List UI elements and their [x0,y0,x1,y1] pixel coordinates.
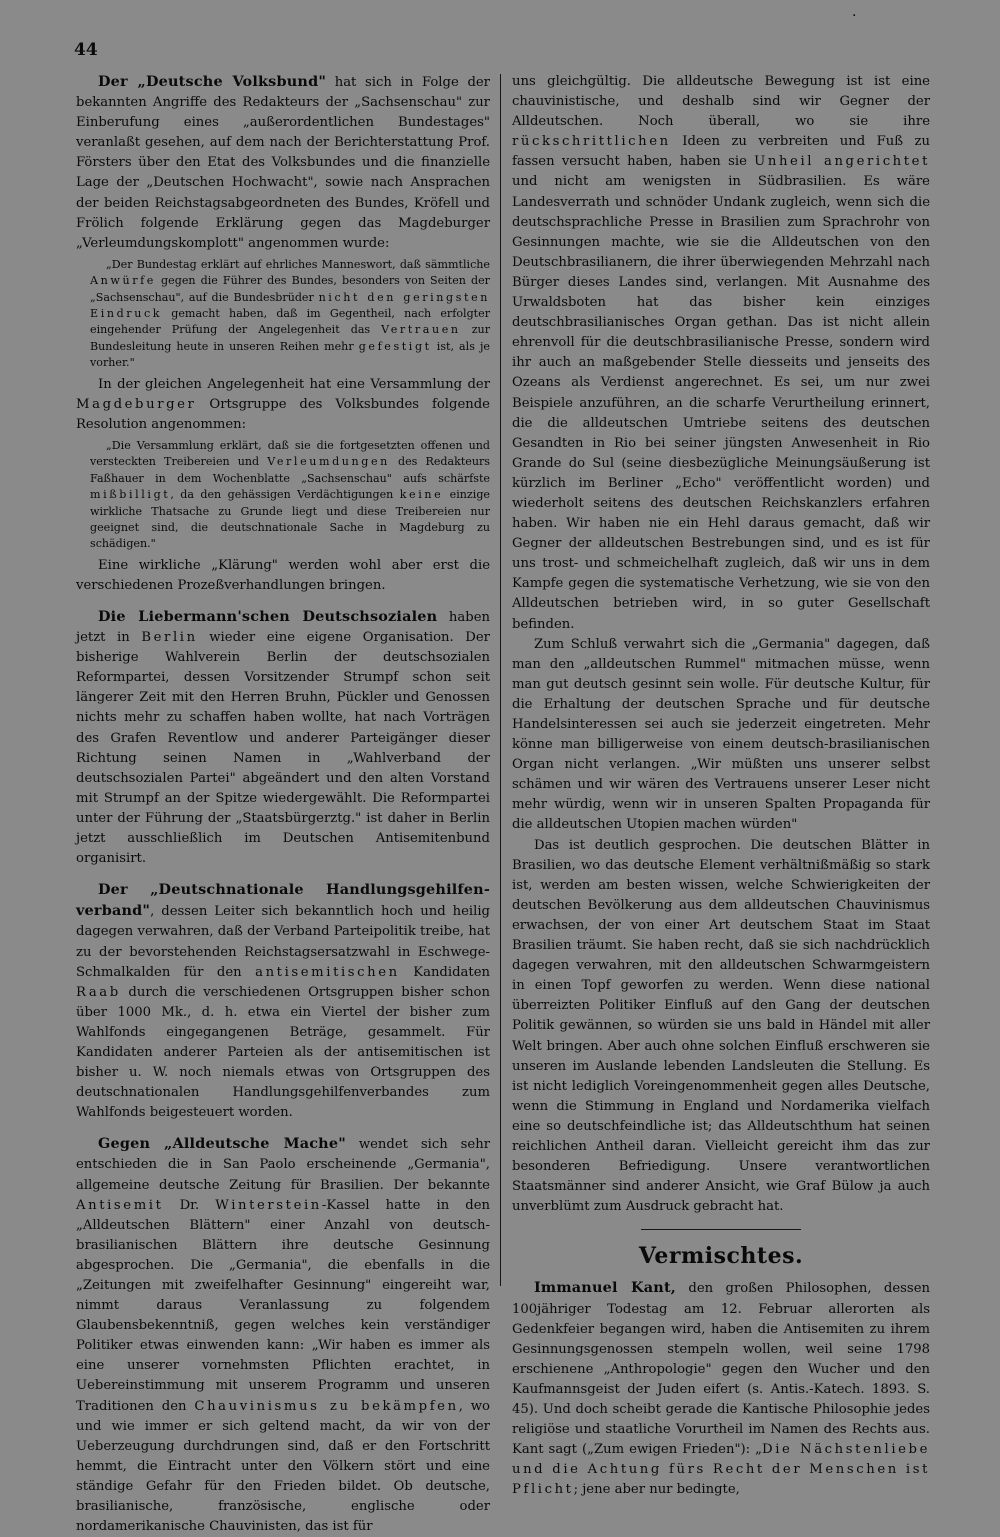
spaced-text: nicht den geringsten Eindruck [90,290,491,321]
spaced-text: Verleumdungen [267,455,390,469]
heading-volksbund: Der „Deutsche Volksbund" [98,73,327,90]
text: und nicht am wenigsten in Südbrasilien. Es wäre Landesverrath und schnöder Undank zugleich, wenn sich die deutschsprachliche Presse in Brasilien zum Sprachrohr von Gesinnungen machte, wie sie die Alldeutschen von den Deutschbrasilianern, die ihrer überwiegenden Mehrzahl nach Bürger dieses Landes sind, verlangen. Mit Ausnahme des Urwaldsboten hat das bisher kein einziges deutschbrasilianisches Organ gethan. Das ist nicht allein ehrenvoll für die deutschbrasilianische Presse, sondern wird ihr auch an maßgebender Stelle diesseits und jenseits des Ozeans als Verdienst angerechnet. Es sei, um nur zwei Beispiele anzuführen, an die scharfe Verurtheilung erinnert, die die alldeutschen Umtriebe seitens des deutschen Gesandten in Rio bei seiner jüngsten Anwesenheit in Rio Grande do Sul (seine diesbezügliche Meinungsäußerung ist kürzlich im Berliner „Echo" veröffentlicht worden) und wiederholt seitens des deutschen Reichskanzlers erfahren haben. Wir haben nie ein Hehl daraus gemacht, daß wir Gegner der alldeutschen Bestrebungen sind, und es ist für uns trost- und schmeichelhaft zugleich, daß wir uns in dem Kampfe gegen die systematische Verhetzung, wie sie von den Alldeutschen betrieben wird, in so guter Gesellschaft befinden. [512,174,930,632]
paragraph-kant [512,1278,930,1500]
left-column [76,72,490,1537]
paragraph-deutschsoziale [76,607,490,869]
spaced-text: Berlin [141,630,198,646]
paragraph-volksbund [76,72,490,254]
quote-bundestag [76,257,490,372]
text: uns gleichgültig. Die alldeutsche Bewegung ist ist eine chauvinistische, und deshalb sind wir Gegner der Alldeutschen. Noch überall, wo sie ihre [512,74,930,130]
spaced-text: keine [399,488,444,502]
paragraph-alldeutsche-mache [76,1134,490,1537]
paragraph-handlungsgehilfen [76,880,490,1123]
heading-handlungsgehilfen: Der „Deutschnationale Handlungsgehilfen-verband" [76,881,490,920]
text: durch die verschiedenen Ortsgruppen bisher schon über 1000 Mk., d. h. etwa ein Viertel der bisher zum Wahlfonds eingegangenen Beträge, gesammelt. Für Kandidaten anderer Parteien als der antisemitischen ist bisher u. W. noch niemals etwas von Ortsgruppen des deutschnationalen Handlungsgehilfenverbandes zum Wahlfonds beigesteuert worden. [76,984,490,1121]
text: ist, als je vorher." [90,339,490,370]
heading-alldeutsche-mache: Gegen „Alldeutsche Mache" [98,1135,346,1153]
text: In der gleichen Angelegenheit hat eine Versammlung der [98,376,490,392]
spaced-text: Die Nächstenliebe und die Achtung fürs Recht der Menschen ist Pflicht [512,1442,930,1498]
spaced-text: Magdeburger [76,396,197,412]
section-title: Vermischtes. [638,1243,804,1270]
text: , dessen Leiter sich bekanntlich hoch und heilig dagegen verwahren, daß der Verband Parteipolitik treibe, hat zu der bevorstehenden Reichstagsersatzwahl in Eschwege-Schmalkalden für den [76,904,490,980]
spaced-text: gefestigt [358,339,432,353]
spaced-text: Winterstein [215,1197,322,1213]
column-divider [500,74,501,1286]
quote-versammlung [76,438,490,553]
paragraph-germania-continued [512,72,930,635]
text: , da den gehässigen Verdächtigungen [170,488,400,502]
text: Kandidaten [399,964,490,980]
text: -Kassel hatte in den „Alldeutschen Blättern" einer Anzahl von deutsch-brasilianischen Blättern ihre deutsche Gesinnung abgesprochen. Die „Germania", die ebenfalls in die „Zeitungen mit zweifelhafter Gesinnung" eingereiht war, nimmt daraus Veranlassung zu folgendem Glaubensbekenntniß, gegen welches kein verständiger Politiker etwas einwenden kann: „Wir haben es immer als eine unserer vornehmsten Pflichten erachtet, in Uebereinstimmung mit unserem Programm und unseren Traditionen den [76,1197,490,1414]
text: gemacht haben, daß im Gegentheil, nach erfolgter eingehender Prüfung der Angelegenheit das [90,307,490,337]
text: wieder eine eigene Organisation. Der bisherige Wahlverein Berlin der deutschsozialen Reformpartei, dessen Vorsitzender Strumpf schon seit längerer Zeit mit den Herren Bruhn, Pückler und Genossen nichts mehr zu schaffen haben wollte, hat nach Vorträgen des Grafen Reventlow und anderer Parteigänger dieser Richtung seinen Namen in „Wahlverband der deutschsozialen Partei" abgeändert und den alten Vorstand mit Strumpf an der Spitze wiedergewählt. Die Reformpartei unter der Führung der „Staatsbürgerztg." ist daher in Berlin jetzt ausschließlich im Deutschen Antisemitenbund organisirt. [76,630,490,867]
text: wendet sich sehr entschieden die in San Paolo erscheinende „Germania", allgemeine deutsche Zeitung für Brasilien. Der bekannte [76,1137,490,1193]
text: den großen Philosophen, dessen 100jähriger Todestag am 12. Februar allerorten als Gedenkfeier begangen wird, haben die Antisemiten zu ihrem Gesinnungsgenossen stempeln wollen, weil seine 1798 erschienene „Anthropologie" gegen den Wucher und den Kaufmannsgeist der Juden eifert (s. Antis.-Katech. 1893. S. 45). Und doch scheibt gerade die Kantische Philosophie jedes religiöse und staatliche Vorurtheil im Namen des Rechts aus. Kant sagt („Zum ewigen Frieden"): „ [512,1281,930,1458]
spaced-text: Unheil angerichtet [754,154,930,170]
page-number: 44 [74,40,98,60]
text: hat sich in Folge der bekannten Angriffe des Redakteurs der „Sachsenschau" zur Einberufung eines „außerordentlichen Bundestages" veranlaßt gesehen, auf dem nach der Berichterstattung Prof. Försters über den Etat des Volksbundes und die finanzielle Lage der „Deutschen Hochwacht", sowie nach Ansprachen der beiden Reichstagsabgeordneten des Bundes, Kröfell und Frölich folgende Erklärung gegen das Magdeburger „Verleumdungskomplott" angenommen wurde: [76,75,490,251]
text: „Der Bundestag erklärt auf ehrliches Manneswort, daß sämmtliche [106,257,490,271]
text: , wo und wie immer er sich geltend macht, da wir von der Ueberzeugung durchdrungen sind, daß er den Fortschritt hemmt, die Eintracht unter den Völkern stört und eine ständige Gefahr für den Frieden bildet. Ob deutsche, brasilianische, französische, englische oder nordamerikanische Chauvinisten, das ist für [76,1398,490,1535]
text: des Redakteurs Faßhauer in dem Wochenblatte „Sachsenschau" aufs schärfste [90,455,490,485]
paragraph-deutlich: Das ist deutlich gesprochen. Die deutschen Blätter in Brasilien, wo das deutsche Element verhältnißmäßig so stark ist, werden am besten wissen, welche Schwierigkeiten der deutschen Bevölkerung aus dem alldeutschen Chauvinismus erwachsen, der von einer Art deutschem Staat im Staat Brasilien träumt. Sie haben recht, daß sie sich nachdrücklich dagegen verwahren, mit den alldeutschen Schwarmgeistern in einen Topf geworfen zu werden. Wenn diese national überreizten Politiker Einfluß auf den Gang der deutschen Politik gewännen, so würden sie uns bald in Händel mit aller Welt bringen. Aber auch ohne solchen Einfluß erschweren sie unseren im Auslande lebenden Landsleuten die Stellung. Es ist nicht lediglich Voreingenommenheit gegen alles Deutsche, wenn die Stimmung in England und Nordamerika vielfach eine so deutschfeindliche ist; das Alldeutschthum hat seinen reichlichen Antheil daran. Vielleicht gereicht ihm das zur besonderen Befriedigung. Unsere verantwortlichen Staatsmänner sind anderer Ansicht, wie Graf Bülow ja auch unverblümt zum Ausdruck gebracht hat. [512,837,930,1215]
paragraph-klaerung: Eine wirkliche „Klärung" werden wohl aber erst die verschiedenen Prozeßverhandlungen bringen. [76,557,490,593]
spaced-text: Anwürfe [90,274,156,288]
section-rule [641,1229,801,1230]
spaced-text: rückschrittlichen [512,134,671,150]
text: Dr. [163,1197,216,1213]
text: Ideen zu verbreiten und Fuß zu fassen versucht haben, haben sie [512,134,930,170]
heading-deutschsoziale: Die Liebermann'schen Deutschsozialen [98,608,438,625]
spaced-text: Antisemit [76,1197,164,1213]
spaced-text: Chauvinismus zu bekämpfen [194,1398,459,1414]
text: „Die Versammlung erklärt, daß sie die fortgesetzten offenen und versteckten Treibereien und [90,438,490,469]
right-column [512,72,930,1500]
corner-mark: · [852,8,857,24]
text: Ortsgruppe des Volksbundes folgende Resolution angenommen: [76,396,490,432]
text: haben jetzt in [76,610,490,646]
paragraph-zum-schluss: Zum Schluß verwahrt sich die „Germania" dagegen, daß man den „alldeutschen Rummel" mitmachen müsse, wenn man gut deutsch gesinnt sein wolle. Für deutsche Kultur, für die Erhaltung der deutschen Sprache und für deutsche Handelsinteressen sei auch sie jederzeit eingetreten. Mehr könne man billigerweise von einem deutsch-brasilianischen Organ nicht verlangen. „Wir müßten uns unserer selbst schämen und wir wären des Vertrauens unserer Leser nicht mehr würdig, wenn wir in unseren Spalten Propaganda für die alldeutschen Utopien machen würden" [512,636,930,833]
spaced-text: mißbilligt [90,488,171,502]
quote-text [90,438,490,553]
spacer [76,1123,490,1134]
spaced-text: antisemitischen [255,964,400,980]
paragraph-magdeburg [76,375,490,435]
heading-kant: Immanuel Kant, [534,1279,677,1297]
spaced-text: Raab [76,984,121,1000]
spaced-text: Vertrauen [381,323,461,337]
text: einzige wirkliche Thatsache zu Grunde liegt und diese Treibereien nur geeignet sind, die deutschnationale Sache in Magdeburg zu schädigen." [90,488,490,551]
text: zur Bundesleitung heute in unseren Reihen mehr [90,323,490,353]
spacer [76,869,490,880]
quote-text [90,257,490,372]
text: gegen die Führer des Bundes, besonders von Seiten der „Sachsenschau", auf die Bundesbrüder [90,274,490,304]
text: ; jene aber nur bedingte, [573,1482,740,1498]
spacer [76,596,490,607]
